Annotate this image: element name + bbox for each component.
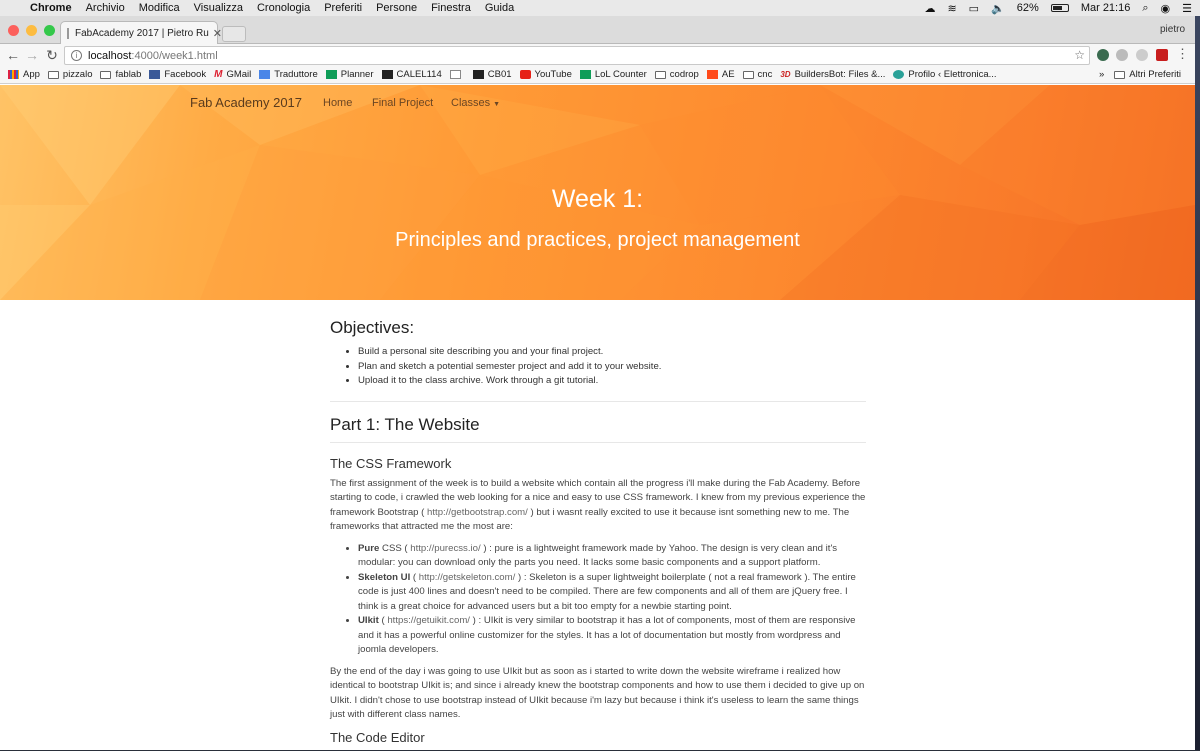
notification-center-icon[interactable]: ☰ [1182, 2, 1192, 15]
minimize-window-button[interactable] [26, 25, 37, 36]
objectives-heading: Objectives: [330, 318, 415, 337]
bookmark-codrop[interactable]: codrop [655, 69, 699, 80]
clock[interactable]: Mar 21:16 [1080, 2, 1131, 14]
site-brand[interactable]: Fab Academy 2017 [190, 95, 303, 110]
nav-final-project[interactable]: Final Project [372, 97, 434, 109]
divider [330, 442, 866, 443]
folder-icon [48, 71, 59, 79]
bookmarks-overflow [1099, 69, 1189, 80]
bookmark-gmail[interactable]: M GMail [214, 69, 252, 80]
profile-name[interactable]: pietro [1159, 24, 1185, 35]
main-content [330, 318, 866, 751]
bookmark-star-icon[interactable]: ☆ [1074, 48, 1085, 62]
part1-heading: Part 1: The Website [330, 414, 480, 434]
more-bookmarks-chevron-icon[interactable]: » [1098, 69, 1105, 80]
folder-icon [655, 71, 666, 79]
site-icon [473, 70, 484, 79]
bookmark-calel114[interactable]: CALEL114 [382, 69, 442, 80]
bookmark-lol-counter[interactable]: LoL Counter [580, 69, 647, 80]
bookmark-facebook[interactable]: Facebook [149, 69, 206, 80]
bookmark-cb01[interactable]: CB01 [473, 69, 512, 80]
purecss-link[interactable]: http://purecss.io/ [410, 542, 481, 554]
site-icon [382, 70, 393, 79]
bookmark-planner[interactable]: Planner [326, 69, 374, 80]
url-path: :4000/week1.html [131, 49, 218, 62]
site-info-icon[interactable]: i [71, 50, 82, 61]
extension-icon[interactable] [1136, 49, 1148, 61]
bookmark-fablab[interactable]: fablab [100, 69, 141, 80]
bookmark-cnc[interactable]: cnc [743, 69, 773, 80]
window-controls [8, 25, 55, 36]
bookmarks-bar [0, 66, 1195, 84]
bookmark-pizzalo[interactable]: pizzalo [48, 69, 93, 80]
site-icon [707, 70, 718, 79]
apps-grid-icon [8, 70, 19, 79]
menu-archivio[interactable]: Archivio [85, 2, 125, 14]
extension-icon[interactable] [1116, 49, 1128, 61]
menu-chrome[interactable]: Chrome [30, 2, 72, 14]
bookmark-profilo[interactable]: Profilo ‹ Elettronica... [893, 69, 996, 80]
frameworks-list [358, 542, 866, 658]
list-item: • Skeleton UI ( http://getskeleton.com/ ) : Skeleton is a super lightweight boilerplate ( not a real framework ). The entire code is just 400 lines and doesn't need to be compiled. There are few components and all of them are jQuery free. I think is a great choice for advanced users but a bit too empty for a newbie starting point. [358, 571, 866, 615]
list-item: • Pure CSS ( http://purecss.io/ ) : pure is a lightweight framework made by Yahoo. The design is very clean and it's modular: you can download only the parts you need. It lacks some basic components and a support platform. [358, 542, 866, 571]
page-icon [450, 70, 461, 79]
reload-icon[interactable]: ↻ [46, 47, 58, 63]
tab-strip [0, 16, 1195, 44]
bookmark-buildersbot[interactable]: 3D BuildersBot: Files &... [780, 69, 886, 80]
menu-visualizza[interactable]: Visualizza [193, 2, 243, 14]
bookmark-untitled[interactable] [450, 70, 465, 79]
bookmark-ae[interactable]: AE [707, 69, 735, 80]
page-subtitle: Principles and practices, project management [395, 229, 800, 251]
conclusion-paragraph: By the end of the day i was going to use UIkit but as soon as i started to write down the website wireframe i realized how identical to bootstrap UIkit is; and since i already knew the bootstrap components and how to use them i decided to give up on UIkit. I didn't chose to use bootstrap instead of UIkit because i'm lazy but because i think it's useless to learn the same things just with different class names. [330, 665, 865, 720]
wifi-icon[interactable]: ≋ [947, 2, 957, 15]
uikit-link[interactable]: https://getuikit.com/ [387, 615, 470, 626]
nav-home[interactable]: Home [323, 97, 353, 109]
macos-menu-bar [0, 0, 1200, 16]
caret-down-icon: ▼ [493, 101, 501, 108]
airplay-icon[interactable]: ▭ [968, 2, 980, 15]
css-framework-heading: The CSS Framework [330, 455, 452, 471]
bookmark-traduttore[interactable]: Traduttore [259, 69, 317, 80]
menu-extras [924, 0, 1192, 16]
sheets-icon [580, 70, 591, 79]
menu-persone[interactable]: Persone [376, 2, 418, 14]
site-navbar [0, 85, 1195, 121]
menu-finestra[interactable]: Finestra [431, 2, 471, 14]
folder-icon [743, 71, 754, 79]
chrome-menu-icon[interactable]: ⋮ [1176, 46, 1189, 61]
page-title: Week 1: [551, 185, 644, 213]
browser-toolbar [0, 44, 1195, 66]
url-host: localhost [88, 49, 132, 62]
browser-tab-active[interactable] [60, 21, 222, 44]
nav-classes-dropdown[interactable] [451, 97, 500, 109]
tab-title: FabAcademy 2017 | Pietro Ru [75, 27, 209, 39]
list-item: • Plan and sketch a potential semester project and add it to your website. [358, 360, 866, 375]
wordpress-icon [893, 70, 904, 79]
close-window-button[interactable] [8, 25, 19, 36]
extension-icon[interactable] [1097, 49, 1109, 61]
menu-modifica[interactable]: Modifica [138, 2, 180, 14]
facebook-icon [149, 70, 160, 79]
siri-icon[interactable]: ◉ [1160, 2, 1171, 15]
buildersbot-icon: 3D [780, 70, 791, 79]
ublock-icon[interactable] [1156, 49, 1168, 61]
close-tab-icon[interactable]: ✕ [212, 27, 222, 40]
sheets-icon [326, 70, 337, 79]
battery-percent[interactable]: 62% [1016, 2, 1039, 14]
new-tab-button[interactable] [222, 26, 246, 42]
list-item: • Build a personal site describing you and your final project. [358, 345, 866, 360]
back-arrow-icon[interactable]: ← [6, 47, 20, 63]
code-editor-heading: The Code Editor [330, 729, 425, 745]
list-item: • Upload it to the class archive. Work through a git tutorial. [358, 374, 866, 389]
bookmark-youtube[interactable]: YouTube [520, 69, 572, 80]
forward-arrow-icon[interactable]: → [25, 47, 39, 63]
objectives-list [358, 345, 866, 389]
menu-guida[interactable]: Guida [484, 2, 515, 14]
folder-icon [1114, 71, 1125, 79]
battery-icon[interactable] [1051, 4, 1069, 12]
volume-icon[interactable]: 🔈 [991, 2, 1005, 15]
folder-icon [100, 71, 111, 79]
skeleton-link[interactable]: http://getskeleton.com/ [418, 571, 516, 583]
bookmark-altri-preferiti[interactable]: Altri Preferiti [1114, 69, 1181, 80]
hero-header [0, 85, 1195, 300]
css-intro-paragraph: The first assignment of the week is to build a website which contain all the progress i'll make during the Fab Academy. Before starting to code, i crawled the web looking for a nice and easy to use CSS framework. I knew from my previous experience the framework Bootstrap ( http://getbootstrap.com/ ) but i wasnt really excited to use it because isnt something new to me. The frameworks that attracted me the most are: [330, 477, 866, 532]
list-item: • UIkit ( https://getuikit.com/ ) : UIkit is very similar to bootstrap it has a lot of components, most of them are responsive and it has a powerful online customizer for the styles. It has a lot of documentation but mostly from wordpress and joomla developers. [358, 614, 866, 658]
address-bar[interactable] [64, 46, 1090, 65]
browser-window [0, 16, 1195, 750]
spotlight-search-icon[interactable]: ⌕ [1142, 1, 1149, 14]
bootstrap-link[interactable]: http://getbootstrap.com/ [427, 506, 528, 518]
desktop-background [1195, 16, 1200, 750]
cloud-icon[interactable]: ☁ [924, 2, 936, 15]
menu-preferiti[interactable]: Preferiti [324, 2, 363, 14]
bookmark-app[interactable]: App [8, 69, 40, 80]
fullscreen-window-button[interactable] [44, 25, 55, 36]
menu-cronologia[interactable]: Cronologia [256, 2, 311, 14]
youtube-icon [520, 70, 531, 79]
page-viewport [0, 85, 1195, 750]
tab-favicon-icon [67, 28, 69, 39]
divider [330, 401, 866, 402]
gmail-icon: M [214, 69, 223, 80]
translate-icon [259, 70, 270, 79]
nav-classes-label: Classes [451, 97, 491, 109]
